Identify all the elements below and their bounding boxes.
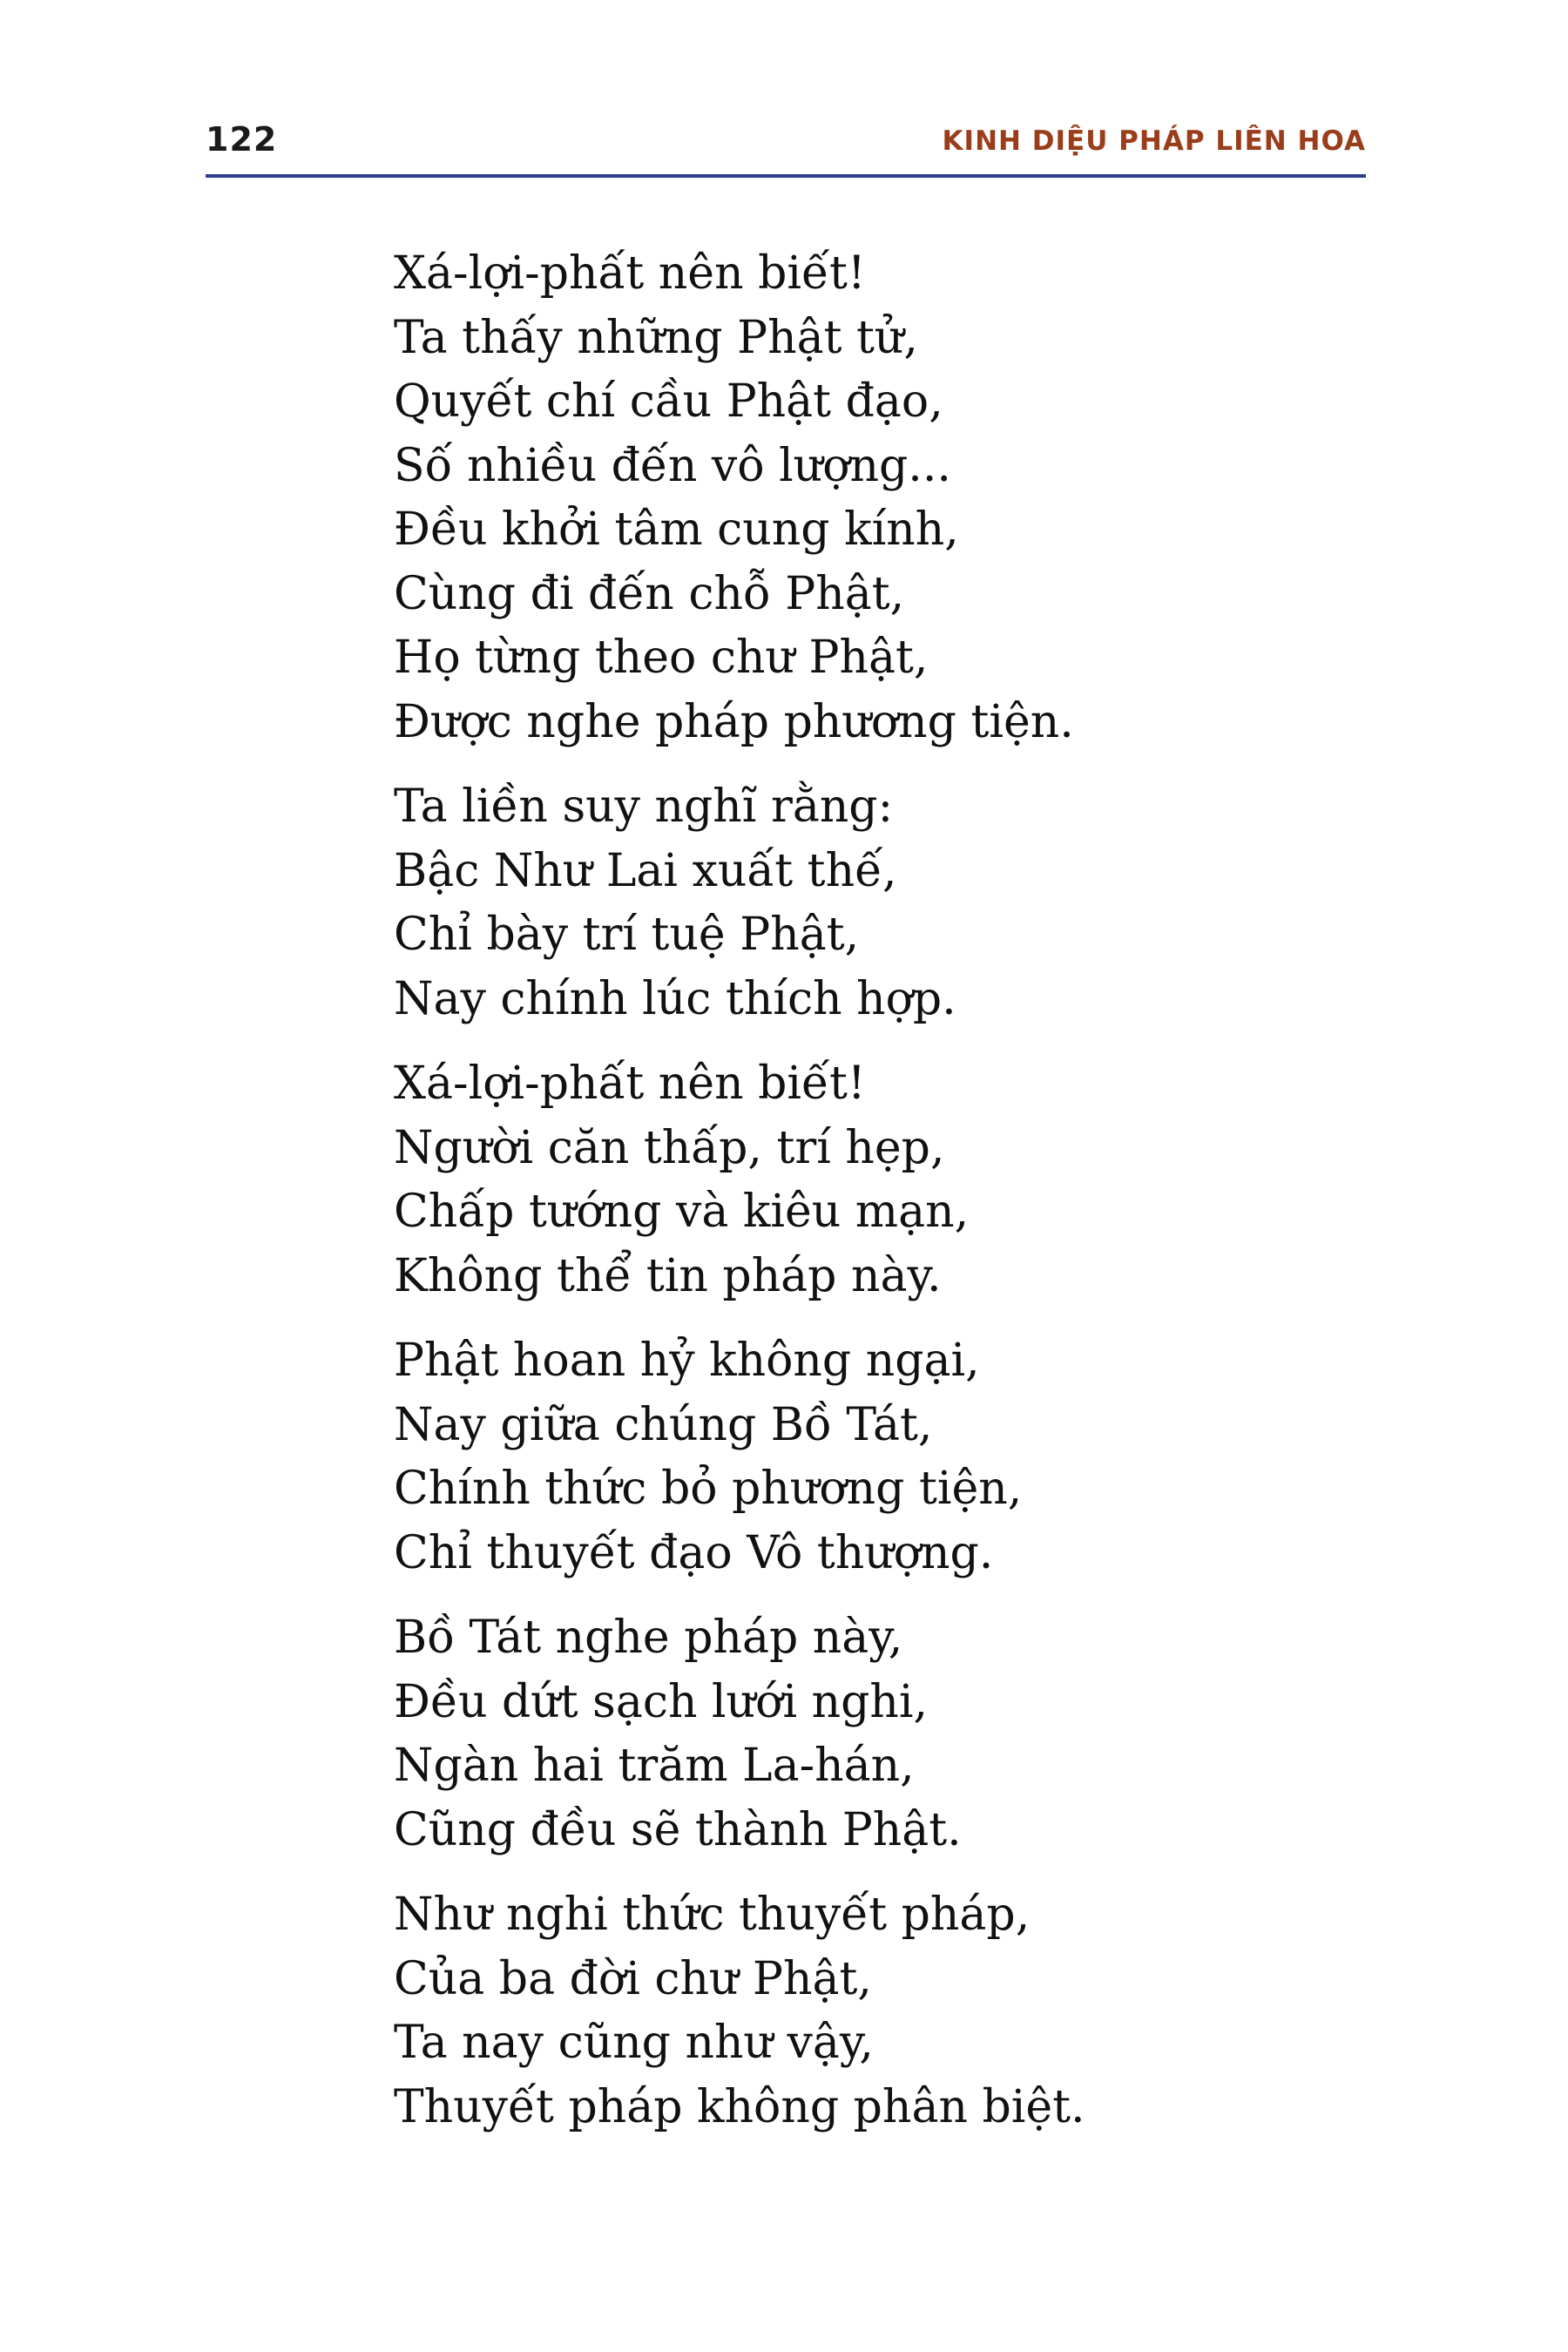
verse-line: Ta liền suy nghĩ rằng: <box>394 781 894 833</box>
verse-line: Cũng đều sẽ thành Phật. <box>394 1803 962 1856</box>
verse-line: Bậc Như Lai xuất thế, <box>394 844 897 897</box>
page-header <box>206 120 1366 174</box>
verse-line: Ta nay cũng như vậy, <box>394 2017 874 2069</box>
verse-line: Chỉ bày trí tuệ Phật, <box>394 909 860 961</box>
verse-line: Được nghe pháp phương tiện. <box>394 695 1074 748</box>
verse-line: Xá-lợi-phất nên biết! <box>394 1058 866 1110</box>
verse-line: Chấp tướng và kiêu mạn, <box>394 1186 970 1238</box>
stanza-1 <box>394 242 1352 754</box>
running-title: KINH DIỆU PHÁP LIÊN HOA <box>942 125 1366 157</box>
verse-line: Như nghi thức thuyết pháp, <box>394 1889 1031 1941</box>
verse-line: Họ từng theo chư Phật, <box>394 632 929 684</box>
verse-line: Xá-lợi-phất nên biết! <box>394 247 866 300</box>
header-rule <box>206 174 1366 178</box>
poem <box>394 242 1352 2160</box>
page-number: 122 <box>206 120 278 159</box>
verse-line: Không thể tin pháp này. <box>394 1249 942 1302</box>
verse-line: Số nhiều đến vô lượng... <box>394 439 951 492</box>
verse-line: Thuyết pháp không phân biệt. <box>394 2080 1085 2133</box>
verse-line: Cùng đi đến chỗ Phật, <box>394 567 905 620</box>
verse-line: Của ba đời chư Phật, <box>394 1952 872 2005</box>
verse-line: Chỉ thuyết đạo Vô thượng. <box>394 1526 994 1579</box>
verse-line: Bồ Tát nghe pháp này, <box>394 1612 903 1664</box>
stanza-6 <box>394 1883 1352 2139</box>
verse-line: Đều khởi tâm cung kính, <box>394 504 959 556</box>
verse-line: Ta thấy những Phật tử, <box>394 311 918 364</box>
stanza-5 <box>394 1606 1352 1862</box>
verse-line: Nay giữa chúng Bồ Tát, <box>394 1398 933 1451</box>
verse-line: Nay chính lúc thích hợp. <box>394 972 956 1025</box>
stanza-2 <box>394 775 1352 1031</box>
verse-line: Đều dứt sạch lưới nghi, <box>394 1675 929 1728</box>
stanza-4 <box>394 1329 1352 1585</box>
stanza-3 <box>394 1052 1352 1308</box>
verse-line: Phật hoan hỷ không ngại, <box>394 1335 980 1387</box>
verse-line: Người căn thấp, trí hẹp, <box>394 1121 945 1174</box>
verse-line: Ngàn hai trăm La-hán, <box>394 1740 915 1792</box>
verse-line: Chính thức bỏ phương tiện, <box>394 1463 1023 1515</box>
verse-line: Quyết chí cầu Phật đạo, <box>394 375 943 428</box>
